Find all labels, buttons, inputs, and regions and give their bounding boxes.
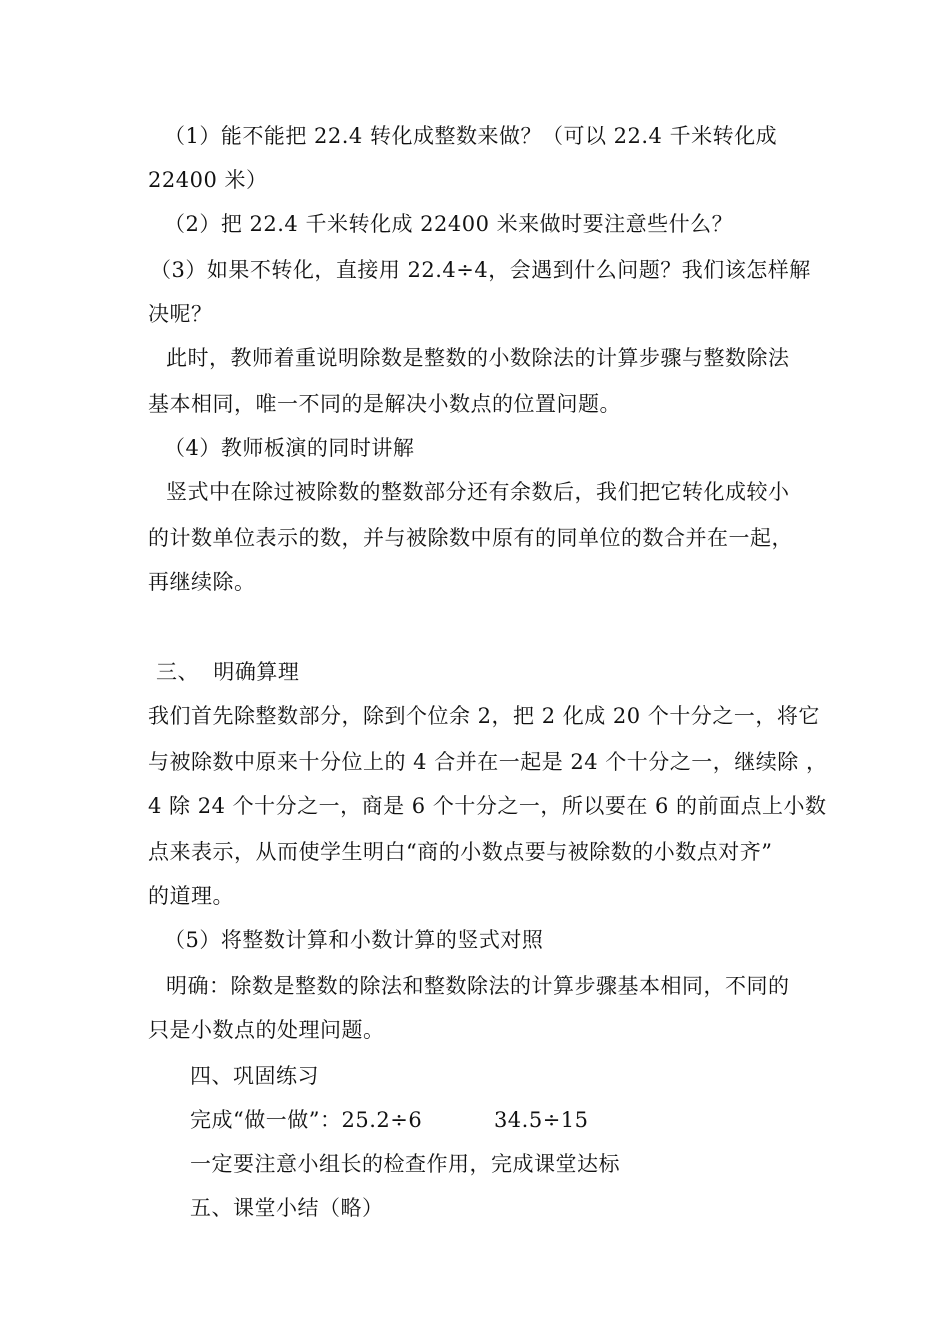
text-line-q3-cont: 决呢？ xyxy=(148,302,213,326)
text-line-q3: （3）如果不转化，直接用 22.4÷4，会遇到什么问题？我们该怎样解 xyxy=(150,258,811,282)
text-line-q1: （1）能不能把 22.4 转化成整数来做？（可以 22.4 千米转化成 xyxy=(164,124,778,148)
text-line-reasoning-3: 4 除 24 个十分之一，商是 6 个十分之一，所以要在 6 的前面点上小数 xyxy=(148,794,827,818)
text-line-reasoning-4: 点来表示，从而使学生明白“商的小数点要与被除数的小数点对齐” xyxy=(148,840,773,864)
text-line-reasoning-2: 与被除数中原来十分位上的 4 合并在一起是 24 个十分之一，继续除 ， xyxy=(148,750,828,774)
text-line-group-leader: 一定要注意小组长的检查作用，完成课堂达标 xyxy=(190,1152,620,1176)
section-heading-4: 四、巩固练习 xyxy=(190,1064,319,1088)
text-line-reasoning-1: 我们首先除整数部分，除到个位余 2，把 2 化成 20 个十分之一，将它 xyxy=(148,704,820,728)
text-line-conclusion-cont: 只是小数点的处理问题。 xyxy=(148,1018,385,1042)
text-line-teacher-note-cont: 基本相同，唯一不同的是解决小数点的位置问题。 xyxy=(148,392,621,416)
text-line-exercise: 完成“做一做”：25.2÷6 34.5÷15 xyxy=(190,1108,589,1132)
text-line-teacher-note: 此时，教师着重说明除数是整数的小数除法的计算步骤与整数除法 xyxy=(166,346,790,370)
text-line-q1-cont: 22400 米） xyxy=(148,168,268,192)
text-line-q5: （5）将整数计算和小数计算的竖式对照 xyxy=(164,928,544,952)
text-line-q2: （2）把 22.4 千米转化成 22400 米来做时要注意些什么？ xyxy=(164,212,734,236)
text-line-reasoning-5: 的道理。 xyxy=(148,884,234,908)
section-heading-3: 三、 明确算理 xyxy=(156,660,300,684)
text-line-q4: （4）教师板演的同时讲解 xyxy=(164,436,415,460)
text-line-vertical-form: 竖式中在除过被除数的整数部分还有余数后，我们把它转化成较小 xyxy=(166,480,790,504)
text-line-conclusion: 明确：除数是整数的除法和整数除法的计算步骤基本相同，不同的 xyxy=(166,974,790,998)
text-line-vertical-form-cont1: 的计数单位表示的数，并与被除数中原有的同单位的数合并在一起， xyxy=(148,526,793,550)
section-heading-5: 五、课堂小结（略） xyxy=(190,1196,384,1220)
text-line-vertical-form-cont2: 再继续除。 xyxy=(148,570,256,594)
